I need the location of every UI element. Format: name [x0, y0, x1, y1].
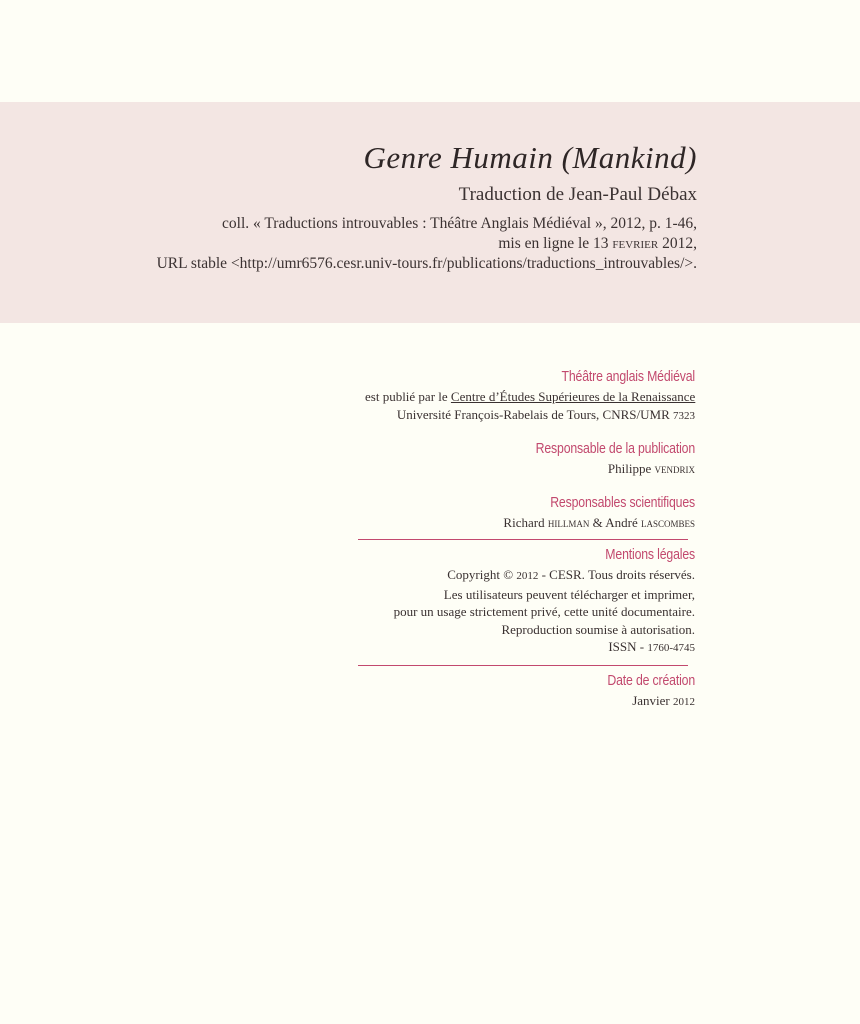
citation-online-prefix: mis en ligne le: [498, 235, 594, 252]
legal-line-2: Les utilisateurs peuvent télécharger et imprimer,: [443, 586, 695, 602]
copyright-line: [365, 566, 695, 586]
document-subtitle: Traduction de Jean-Paul Débax: [458, 184, 697, 205]
publisher-link[interactable]: Centre d’Études Supérieures de la Renaissance: [450, 389, 696, 404]
creation-date-heading: Date de création: [607, 671, 695, 689]
scientific-managers-heading: Responsables scientifiques: [550, 493, 695, 511]
creation-year: 2012: [673, 695, 695, 708]
copyright-year: 2012: [516, 570, 539, 582]
publisher-line: [365, 388, 695, 406]
issn-line: [365, 638, 695, 658]
copyright-suffix: - CESR. Tous droits réservés.: [538, 567, 695, 582]
publication-manager-name: [365, 460, 695, 478]
manager1-first-name: Richard: [503, 514, 548, 530]
divider: [358, 539, 688, 540]
creation-date-value: [365, 692, 695, 712]
citation-online-suffix: ,: [693, 235, 697, 252]
publication-manager-first-name: Philippe: [607, 461, 655, 476]
citation-online-date: 13 fevrier 2012: [593, 235, 694, 252]
institution-line: [365, 406, 695, 426]
citation-line-1: coll. « Traductions introuvables : Théâtre Anglais Médiéval », 2012, p. 1-46,: [222, 215, 697, 232]
publication-manager-heading: Responsable de la publication: [535, 440, 695, 457]
document-title: Genre Humain (Mankind): [363, 140, 697, 175]
citation-stable-url[interactable]: URL stable <http://umr6576.cesr.univ-tours.fr/publications/traductions_introuvables/>.: [156, 255, 697, 272]
spacer: [365, 478, 695, 492]
issn-prefix: ISSN -: [608, 639, 648, 654]
names-separator: &: [589, 514, 606, 530]
legal-line-3: pour un usage strictement privé, cette unité documentaire.: [393, 604, 695, 619]
creation-month: Janvier: [632, 692, 673, 708]
divider: [358, 665, 688, 666]
manager2-last-name: lascombes: [640, 514, 695, 530]
spacer: [365, 425, 695, 438]
scientific-managers-names: [365, 514, 695, 532]
legal-line-4: Reproduction soumise à autorisation.: [501, 621, 695, 637]
publication-manager-last-name: vendrix: [654, 461, 695, 476]
legal-heading: Mentions légales: [605, 546, 695, 563]
institution-name: Université François-Rabelais de Tours, CNRS/UMR: [396, 406, 673, 422]
publisher-prefix: est publié par le: [365, 389, 451, 404]
citation-line-2: [498, 235, 697, 253]
institution-number: 7323: [673, 409, 695, 422]
credits-block: [365, 366, 695, 711]
manager1-last-name: hillman: [547, 514, 590, 530]
manager2-first-name: André: [605, 514, 641, 530]
issn-number: 1760-4745: [647, 642, 695, 654]
copyright-prefix: Copyright ©: [447, 567, 517, 582]
series-heading: Théâtre anglais Médiéval: [561, 368, 695, 385]
header-band: [0, 102, 860, 323]
